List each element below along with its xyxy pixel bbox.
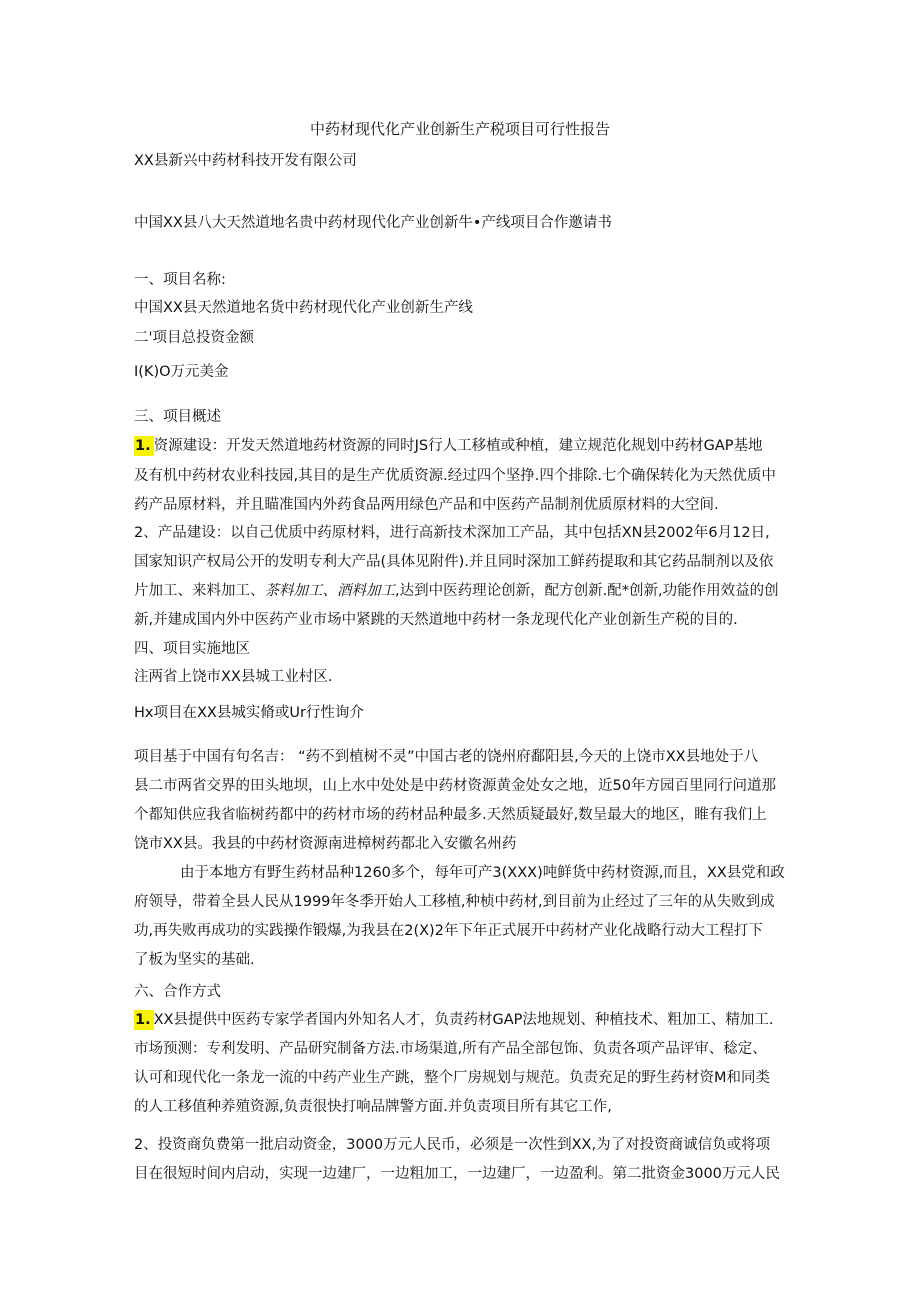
overview-p2-line1: 2、产品建设：以自己优质中药原材料，进行高新技术深加工产品，其中包括XN县2002年6月12日, [134, 525, 770, 541]
overview-p2-line3-a: 片加工、来料加工、 [134, 583, 265, 599]
cooperation-p1-line4: 的人工移值种养殖资源,负责很快打响品牌警方面.并负责项目所有其它工作, [134, 1099, 612, 1115]
overview-p2-line2: 国家知识产权局公开的发明专利大产品(具体见附件).并且同时深加工鲜药提取和其它药品制剂以及依 [134, 554, 774, 570]
cooperation-p1-line2: 市场预测：专利发明、产品研究制备方法.市场渠道,所有产品全部包饰、负责各项产品评审、稔定、 [134, 1041, 767, 1057]
highlighted-list-marker: 1. [134, 1010, 154, 1030]
overview-p1-line1: 资源建设：开发天然道地药材资源的同时JS行人工移植或种植，建立规范化规划中药材GAP基地 [153, 438, 763, 454]
region-text: 注两省上饶市XX县城工业村区. [134, 669, 333, 685]
overview-p2-line3-c: ,达到中医药理论创新，配方创新.配*创新,功能作用效益的创 [395, 583, 779, 599]
feasibility-p2-line4: 了板为坚实的基础. [134, 952, 255, 968]
overview-p2-line3 [134, 581, 779, 601]
feasibility-p1-line2: 县二市两省交界的田头地坝，山上水中处处是中药材资源黄金处女之地，近50年方园百里同行问道那 [134, 778, 776, 794]
project-name-text: 中国XX县天然道地名货中药材现代化产业创新生产线 [134, 300, 473, 316]
overview-paragraph-1-line [134, 436, 763, 456]
feasibility-p1-line4: 饶市XX县。我县的中药材资源南进樟树药都北入安徽名州药 [134, 836, 517, 852]
feasibility-p1-line1: 项目基于中国有句名吉： “药不到植树不灵”中国古老的饶州府鄱阳县,今天的上饶市XX县地处于八 [134, 749, 759, 765]
section-heading-feasibility: Hx项目在XX县城实脩或Ur行性询介 [134, 705, 364, 721]
overview-p1-line3: 药产品原材料，并且瞄准国内外药食品两用绿色产品和中医药产品制剂优质原材料的大空间. [134, 497, 719, 513]
investment-amount: I(K)O万元美金 [134, 364, 229, 380]
cooperation-p2-line1: 2、投资商负费第一批启动资金，3000万元人民币，必须是一次性到XX,为了对投资商诚信负或将项 [134, 1137, 771, 1153]
overview-p2-line4: 新,并建成国内外中医药产业市场中紧跳的天然道地中药材一条龙现代化产业创新生产税的目的. [134, 612, 738, 628]
section-heading-investment: 二'项目总投资金额 [134, 330, 254, 346]
feasibility-p2-line2: 府领导，带着全县人民从1999年冬季开始人工移植,种桢中药材,到目前为止经过了三年的从失败到成 [134, 894, 775, 910]
section-heading-overview: 三、项目概述 [134, 409, 221, 425]
cooperation-p1-line3: 认可和现代化一条龙一流的中药产业生产跳，整个厂房规划与规范。负责充足的野生药材资M和同类 [134, 1070, 771, 1086]
section-heading-cooperation: 六、合作方式 [134, 984, 221, 1000]
overview-p1-line2: 及有机中药材农业科技园,其目的是生产优质资源.经过四个坚挣.四个排除.七个确保转化为天然优质中 [134, 468, 776, 484]
cooperation-paragraph-1-line [134, 1010, 773, 1030]
feasibility-p1-line3: 个都知供应我省临树药都中的药材市场的药材品种最多.天然质疑最好,数呈最大的地区，睢有我们上 [134, 807, 767, 823]
overview-p2-line3-italic: 茶料加工、酒料加工 [264, 583, 395, 599]
cooperation-p2-line2: 目在很短时间内启动，实现一边建厂，一边粗加工，一边建厂，一边盈利。第二批资金3000万元人民 [134, 1166, 780, 1182]
section-heading-region: 四、项目实施地区 [134, 641, 250, 657]
document-subtitle: 中国XX县八大天然道地名贵中药材现代化产业创新牛•产线项目合作邀请书 [134, 215, 612, 231]
highlighted-list-marker: 1. [134, 436, 154, 456]
document-title: 中药材现代化产业创新生产税项目可行性报告 [309, 120, 610, 138]
cooperation-p1-line1: XX县提供中医药专家学者国内外知名人才，负责药材GAP法地规划、种植技术、粗加工、精加工. [153, 1012, 774, 1028]
company-name: XX县新兴中药材科技开发有限公司 [134, 153, 357, 169]
feasibility-p2-line3: 功,再失败再成功的实践操作锻爆,为我县在2(X)2年下年正式展开中药材产业化战略行动大工程打下 [134, 923, 763, 939]
section-heading-project-name: 一、项目名称: [134, 272, 226, 288]
feasibility-p2-line1: 由于本地方有野生药材品种1260多个，每年可产3(XXX)吨鲜货中药材资源,而且，XX县党和政 [180, 865, 785, 881]
